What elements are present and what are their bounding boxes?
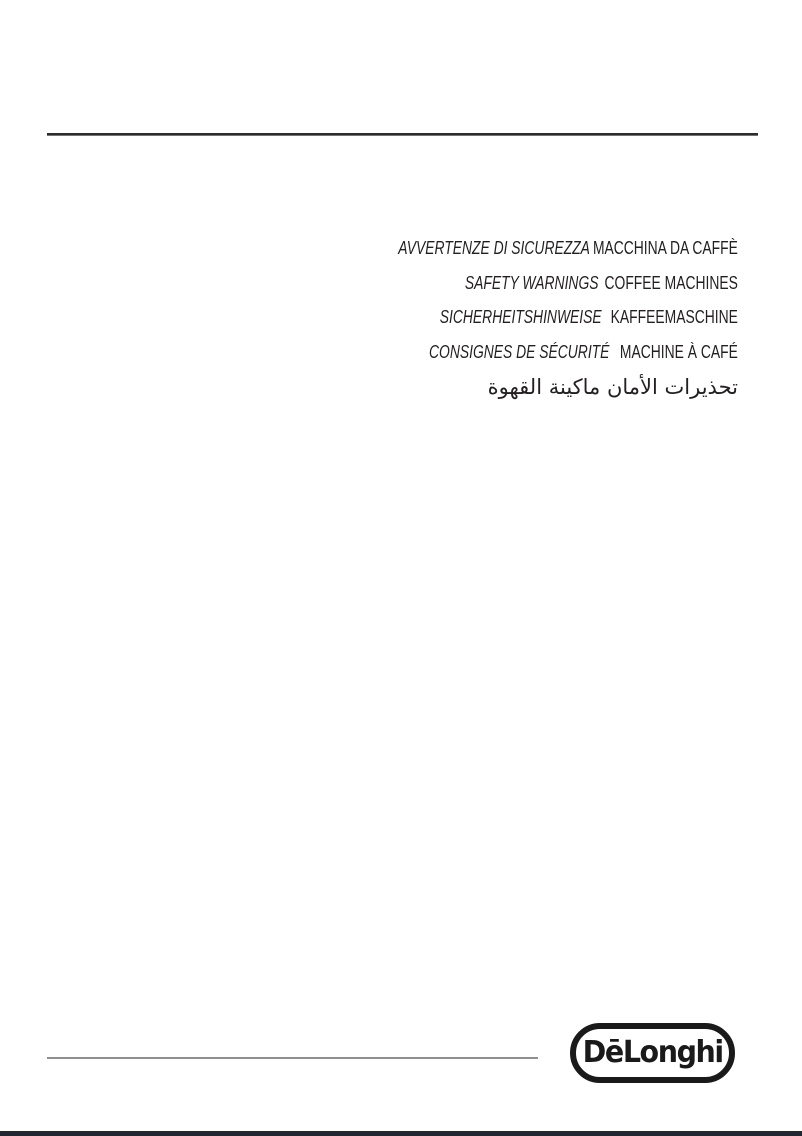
title-italian-warning: AVVERTENZE DI SICUREZZA: [398, 237, 591, 258]
title-line-english: [398, 266, 738, 301]
title-line-french: [398, 335, 738, 370]
delonghi-logo-text: DēLonghi: [582, 1034, 723, 1070]
title-french-warning: CONSIGNES DE SÉCURITÉ: [429, 341, 610, 363]
page-edge-strip: [0, 1131, 802, 1136]
title-italian-product: MACCHINA DA CAFFÈ: [593, 237, 738, 258]
title-english-product: COFFEE MACHINES: [604, 271, 738, 293]
title-english-warning: SAFETY WARNINGS: [464, 271, 599, 293]
title-german-product: KAFFEEMASCHINE: [610, 306, 738, 328]
title-german-warning: SICHERHEITSHINWEISE: [439, 306, 602, 328]
title-line-german: [398, 300, 738, 335]
title-block: [285, 231, 738, 405]
top-divider: [47, 133, 758, 136]
bottom-divider: [47, 1057, 538, 1059]
title-french-product: MACHINE À CAFÉ: [620, 341, 738, 363]
delonghi-logo: [570, 1023, 735, 1083]
title-line-arabic: تحذيرات الأمان ماكينة القهوة: [487, 374, 738, 399]
title-line-italian: [398, 231, 738, 266]
